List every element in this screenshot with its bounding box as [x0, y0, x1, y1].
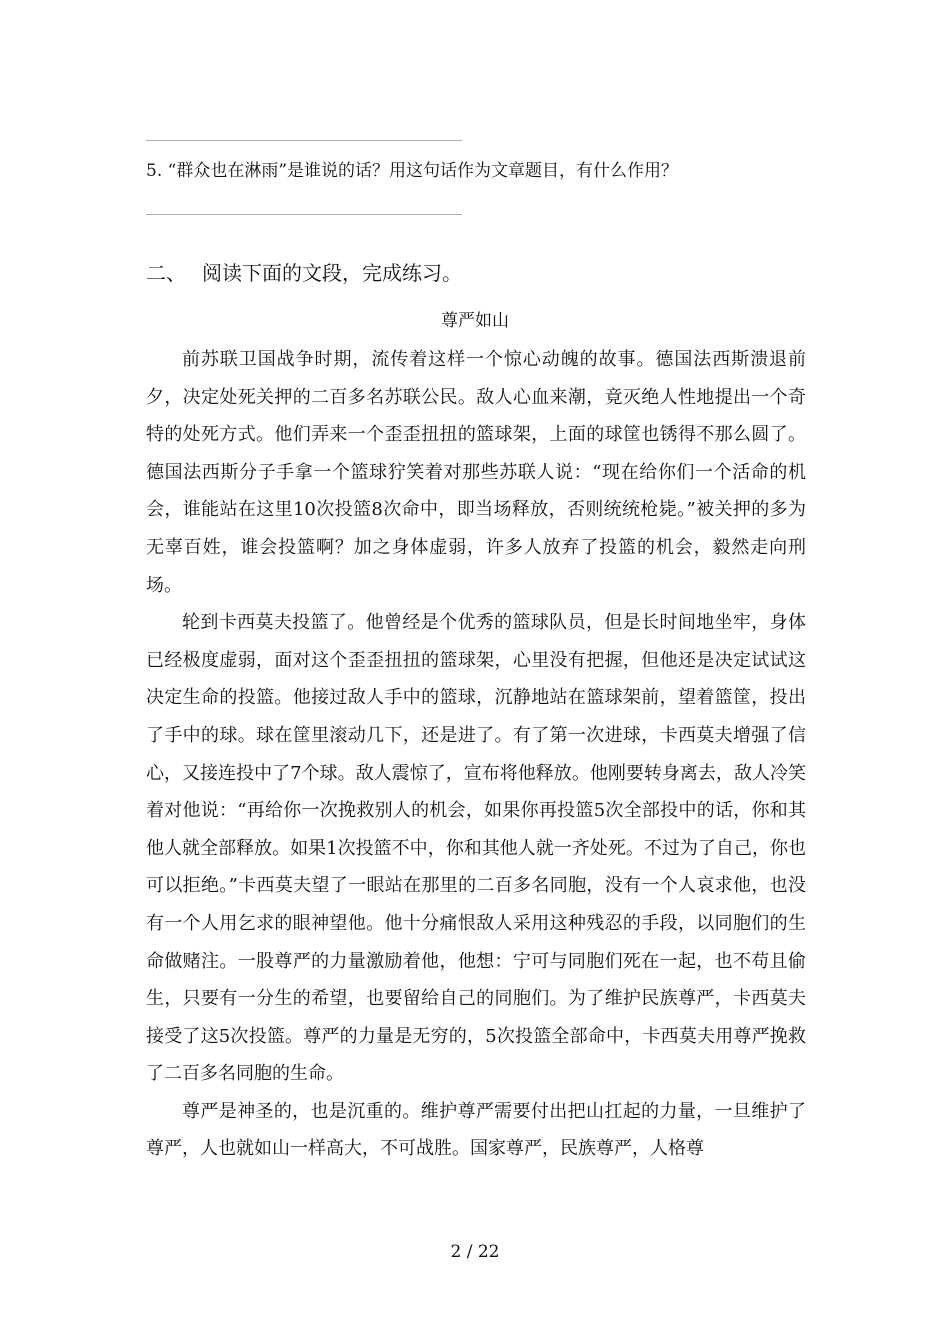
answer-line [146, 214, 462, 215]
question-number: 5. [146, 161, 163, 181]
article-paragraph: 轮到卡西莫夫投篮了。他曾经是个优秀的篮球队员，但是长时间地坐牢，身体已经极度虚弱，面对这个歪歪扭扭的篮球架，心里没有把握，但他还是决定试试这决定生命的投篮。他接过敌人手中的篮球，沉静地站在篮球架前，望着篮筐，投出了手中的球。球在筐里滚动几下，还是进了。有了第一次进球，卡西莫夫增强了信心，又接连投中了7个球。敌人震惊了，宣布将他释放。他刚要转身离去，敌人冷笑着对他说：“再给你一次挽救别人的机会，如果你再投篮5次全部投中的话，你和其他人就全部释放。如果1次投篮不中，你和其他人就一齐处死。不过为了自己，你也可以拒绝。”卡西莫夫望了一眼站在那里的二百多名同胞，没有一个人哀求他，也没有一个人用乞求的眼神望他。他十分痛恨敌人采用这种残忍的手段，以同胞们的生命做赌注。一股尊严的力量激励着他，他想：宁可与同胞们死在一起，也不苟且偷生，只要有一分生的希望，也要留给自己的同胞们。为了维护民族尊严，卡西莫夫接受了这5次投篮。尊严的力量是无穷的，5次投篮全部命中，卡西莫夫用尊严挽救了二百多名同胞的生命。 [146, 612, 806, 1085]
section-title: 阅读下面的文段，完成练习。 [202, 261, 462, 285]
question-5 [146, 156, 826, 186]
section-heading [146, 256, 826, 290]
answer-line [146, 140, 462, 141]
page-number: 2 / 22 [450, 1242, 500, 1262]
section-number: 二、 [146, 261, 186, 285]
article-paragraph: 前苏联卫国战争时期，流传着这样一个惊心动魄的故事。德国法西斯溃退前夕，决定处死关押的二百多名苏联公民。敌人心血来潮，竟灭绝人性地提出一个奇特的处死方式。他们弄来一个歪歪扭扭的篮球架，上面的球筐也锈得不那么圆了。德国法西斯分子手拿一个篮球狞笑着对那些苏联人说：“现在给你们一个活命的机会，谁能站在这里10次投篮8次命中，即当场释放，否则统统枪毙。”被关押的多为无辜百姓，谁会投篮啊？加之身体虚弱，许多人放弃了投篮的机会，毅然走向刑场。 [146, 349, 806, 596]
article-paragraph: 尊严是神圣的，也是沉重的。维护尊严需要付出把山扛起的力量，一旦维护了尊严，人也就如山一样高大，不可战胜。国家尊严，民族尊严，人格尊 [146, 1100, 806, 1160]
question-text: “群众也在淋雨”是谁说的话？用这句话作为文章题目，有什么作用？ [167, 161, 679, 181]
article-title: 尊严如山 [441, 311, 509, 331]
article-body [146, 341, 806, 1168]
